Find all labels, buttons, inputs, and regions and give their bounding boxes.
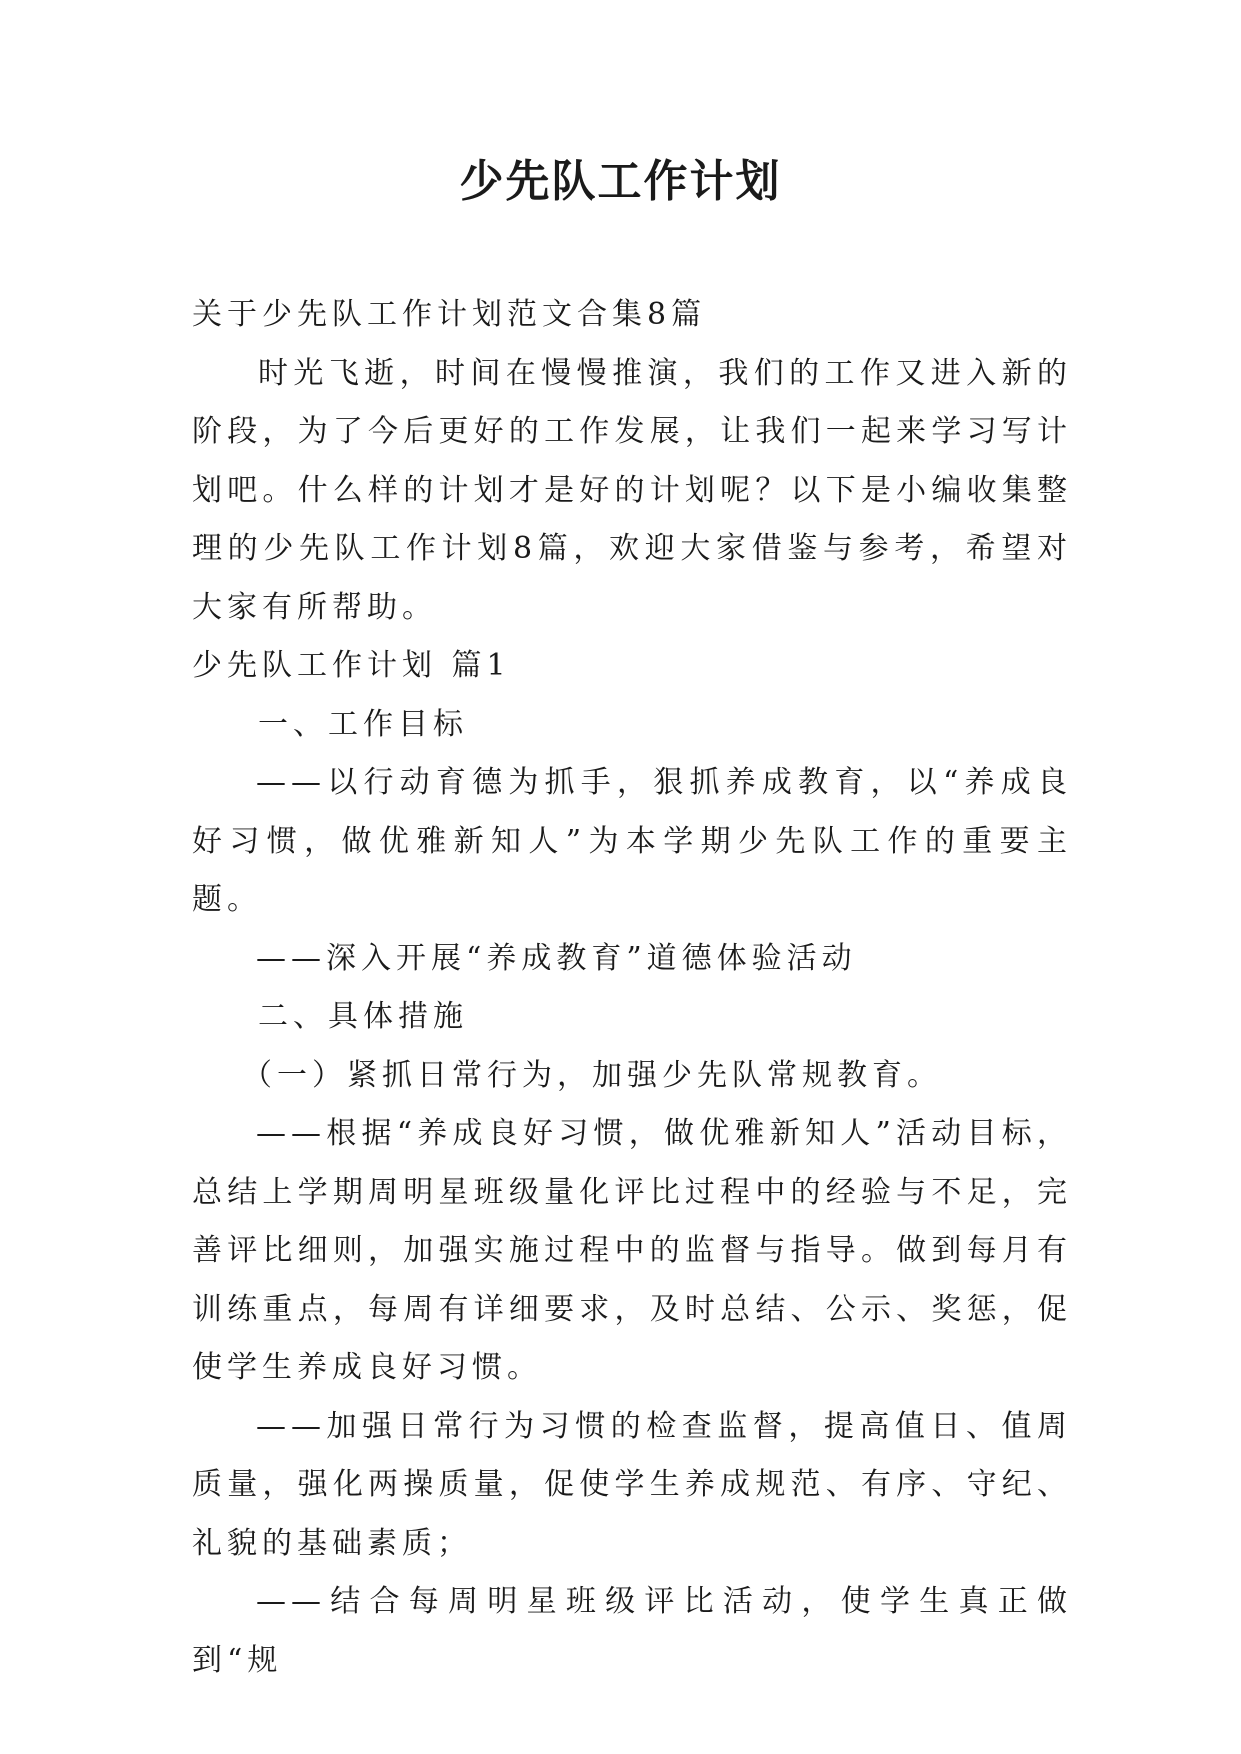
section-heading: 少先队工作计划 篇1 xyxy=(192,648,511,683)
measure-paragraph-1: ——根据“养成良好习惯，做优雅新知人”活动目标，总结上学期周明星班级量化评比过程中的经验与不足，完善评比细则，加强实施过程中的监督与指导。做到每月有训练重点，每周有详细要求，及时总结、公示、奖惩，促使学生养成良好习惯。 xyxy=(192,1116,1072,1385)
heading-work-goals: 一、工作目标 xyxy=(258,706,468,742)
subheading-routine-education: （一）紧抓日常行为，加强少先队常规教育。 xyxy=(242,1057,942,1093)
intro-paragraph: 时光飞逝，时间在慢慢推演，我们的工作又进入新的阶段，为了今后更好的工作发展，让我们一起来学习写计划吧。什么样的计划才是好的计划呢？以下是小编收集整理的少先队工作计划8篇，欢迎大家借鉴与参考，希望对大家有所帮助。 xyxy=(192,355,1072,625)
measure-paragraph-3: ——结合每周明星班级评比活动，使学生真正做到“规 xyxy=(192,1584,1072,1678)
document-title: 少先队工作计划 xyxy=(459,156,782,207)
goal-paragraph-2: ——深入开展“养成教育”道德体验活动 xyxy=(256,940,857,976)
subtitle-line: 关于少先队工作计划范文合集8篇 xyxy=(192,297,707,332)
goal-paragraph-1: ——以行动育德为抓手，狠抓养成教育，以“养成良好习惯，做优雅新知人”为本学期少先队工作的重要主题。 xyxy=(192,765,1072,917)
measure-paragraph-2: ——加强日常行为习惯的检查监督，提高值日、值周质量，强化两操质量，促使学生养成规范、有序、守纪、礼貌的基础素质； xyxy=(192,1408,1072,1561)
heading-specific-measures: 二、具体措施 xyxy=(258,999,468,1034)
document-body xyxy=(192,286,1072,1690)
